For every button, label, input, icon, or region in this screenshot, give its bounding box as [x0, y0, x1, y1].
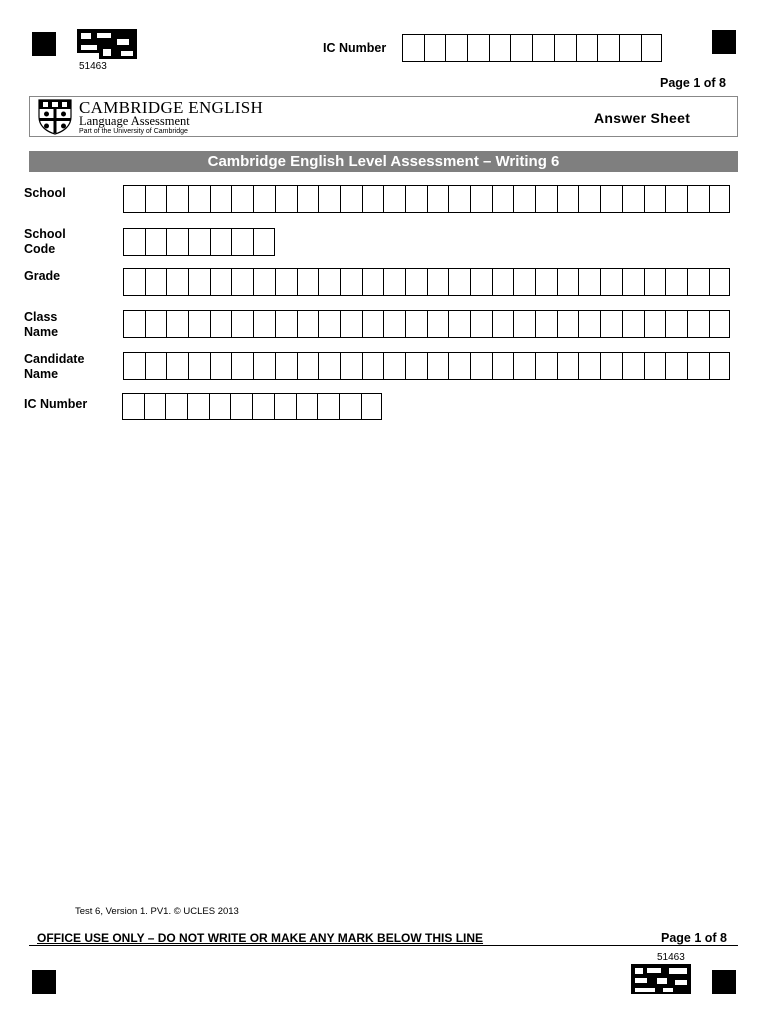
char-box[interactable]: [578, 310, 600, 338]
char-box[interactable]: [597, 34, 619, 62]
char-box[interactable]: [470, 185, 492, 213]
char-box[interactable]: [210, 352, 232, 380]
char-box[interactable]: [340, 352, 362, 380]
char-box[interactable]: [145, 228, 167, 256]
char-box[interactable]: [361, 393, 383, 420]
field-label-school-code: [24, 227, 66, 256]
char-box[interactable]: [687, 268, 709, 296]
char-box[interactable]: [492, 268, 514, 296]
char-box[interactable]: [622, 185, 644, 213]
char-box[interactable]: [275, 185, 297, 213]
char-box[interactable]: [513, 310, 535, 338]
char-box[interactable]: [340, 268, 362, 296]
char-box[interactable]: [557, 310, 579, 338]
char-box[interactable]: [231, 268, 253, 296]
char-box[interactable]: [123, 268, 145, 296]
char-box[interactable]: [340, 185, 362, 213]
char-box[interactable]: [188, 228, 210, 256]
char-box[interactable]: [209, 393, 231, 420]
document-type: Answer Sheet: [594, 110, 691, 126]
char-box[interactable]: [709, 185, 731, 213]
char-box[interactable]: [318, 268, 340, 296]
char-box[interactable]: [123, 352, 145, 380]
field-label-school-code-line1: School: [24, 227, 66, 241]
char-box[interactable]: [554, 34, 576, 62]
char-box[interactable]: [641, 34, 663, 62]
char-box[interactable]: [123, 228, 145, 256]
char-box[interactable]: [340, 310, 362, 338]
code-number-top: 51463: [79, 61, 107, 72]
char-box[interactable]: [231, 185, 253, 213]
ic-number-boxes-top[interactable]: [402, 34, 662, 62]
char-box[interactable]: [535, 268, 557, 296]
char-box[interactable]: [535, 310, 557, 338]
char-box[interactable]: [513, 352, 535, 380]
field-label-candidate-name-line1: Candidate: [24, 352, 85, 366]
char-box[interactable]: [467, 34, 489, 62]
char-box[interactable]: [619, 34, 641, 62]
char-box[interactable]: [644, 185, 666, 213]
char-box[interactable]: [578, 352, 600, 380]
page-indicator-bottom: Page 1 of 8: [661, 931, 727, 945]
char-box[interactable]: [492, 352, 514, 380]
char-box[interactable]: [383, 185, 405, 213]
char-box[interactable]: [448, 352, 470, 380]
char-box[interactable]: [513, 268, 535, 296]
school-boxes[interactable]: [123, 185, 730, 213]
char-box[interactable]: [210, 310, 232, 338]
field-label-school-text: School: [24, 186, 66, 200]
char-box[interactable]: [253, 268, 275, 296]
char-box[interactable]: [405, 352, 427, 380]
char-box[interactable]: [492, 185, 514, 213]
page-title: Cambridge English Level Assessment – Writing 6: [29, 151, 738, 172]
char-box[interactable]: [424, 34, 446, 62]
field-label-class-name: [24, 310, 58, 339]
char-box[interactable]: [427, 185, 449, 213]
version-note: Test 6, Version 1. PV1. © UCLES 2013: [75, 906, 239, 917]
char-box[interactable]: [513, 185, 535, 213]
char-box[interactable]: [187, 393, 209, 420]
grade-boxes[interactable]: [123, 268, 730, 296]
ic-number-label-top: IC Number: [323, 41, 387, 55]
char-box[interactable]: [318, 352, 340, 380]
char-box[interactable]: [600, 310, 622, 338]
char-box[interactable]: [402, 34, 424, 62]
char-box[interactable]: [166, 228, 188, 256]
org-subtitle: Language Assessment: [79, 114, 190, 128]
char-box[interactable]: [427, 352, 449, 380]
char-box[interactable]: [297, 185, 319, 213]
char-box[interactable]: [145, 310, 167, 338]
candidate-name-boxes[interactable]: [123, 352, 730, 380]
char-box[interactable]: [339, 393, 361, 420]
char-box[interactable]: [275, 310, 297, 338]
header-box: [29, 96, 738, 137]
ic-number-boxes[interactable]: [122, 393, 382, 420]
char-box[interactable]: [231, 352, 253, 380]
char-box[interactable]: [600, 268, 622, 296]
char-box[interactable]: [665, 185, 687, 213]
char-box[interactable]: [644, 268, 666, 296]
char-box[interactable]: [532, 34, 554, 62]
char-box[interactable]: [296, 393, 318, 420]
char-box[interactable]: [297, 352, 319, 380]
char-box[interactable]: [362, 352, 384, 380]
char-box[interactable]: [448, 185, 470, 213]
char-box[interactable]: [145, 268, 167, 296]
char-box[interactable]: [210, 185, 232, 213]
char-box[interactable]: [253, 310, 275, 338]
char-box[interactable]: [644, 310, 666, 338]
char-box[interactable]: [145, 185, 167, 213]
char-box[interactable]: [709, 268, 731, 296]
char-box[interactable]: [445, 34, 467, 62]
char-box[interactable]: [535, 352, 557, 380]
field-label-ic-number-text: IC Number: [24, 397, 88, 411]
char-box[interactable]: [405, 185, 427, 213]
char-box[interactable]: [644, 352, 666, 380]
char-box[interactable]: [165, 393, 187, 420]
char-box[interactable]: [535, 185, 557, 213]
field-label-class-name-line1: Class: [24, 310, 58, 324]
char-box[interactable]: [253, 352, 275, 380]
registration-mark-top-right: [712, 30, 736, 54]
char-box[interactable]: [231, 310, 253, 338]
char-box[interactable]: [252, 393, 274, 420]
char-box[interactable]: [557, 268, 579, 296]
char-box[interactable]: [622, 268, 644, 296]
char-box[interactable]: [576, 34, 598, 62]
school-code-boxes[interactable]: [123, 228, 275, 256]
char-box[interactable]: [318, 185, 340, 213]
char-box[interactable]: [709, 352, 731, 380]
char-box[interactable]: [362, 185, 384, 213]
char-box[interactable]: [383, 310, 405, 338]
char-box[interactable]: [578, 185, 600, 213]
char-box[interactable]: [145, 352, 167, 380]
char-box[interactable]: [622, 310, 644, 338]
char-box[interactable]: [557, 352, 579, 380]
cambridge-crest-icon: [38, 99, 72, 135]
char-box[interactable]: [622, 352, 644, 380]
char-box[interactable]: [122, 393, 144, 420]
field-label-grade-text: Grade: [24, 269, 61, 283]
char-box[interactable]: [489, 34, 511, 62]
char-box[interactable]: [188, 268, 210, 296]
char-box[interactable]: [687, 310, 709, 338]
char-box[interactable]: [492, 310, 514, 338]
char-box[interactable]: [362, 268, 384, 296]
char-box[interactable]: [166, 185, 188, 213]
office-use-line: [29, 945, 738, 946]
char-box[interactable]: [470, 268, 492, 296]
char-box[interactable]: [600, 185, 622, 213]
char-box[interactable]: [275, 268, 297, 296]
char-box[interactable]: [687, 185, 709, 213]
char-box[interactable]: [253, 228, 275, 256]
char-box[interactable]: [297, 268, 319, 296]
char-box[interactable]: [665, 268, 687, 296]
char-box[interactable]: [188, 185, 210, 213]
char-box[interactable]: [557, 185, 579, 213]
char-box[interactable]: [448, 268, 470, 296]
char-box[interactable]: [427, 310, 449, 338]
char-box[interactable]: [231, 228, 253, 256]
char-box[interactable]: [510, 34, 532, 62]
char-box[interactable]: [427, 268, 449, 296]
char-box[interactable]: [230, 393, 252, 420]
char-box[interactable]: [362, 310, 384, 338]
char-box[interactable]: [253, 185, 275, 213]
page-indicator-top: Page 1 of 8: [660, 76, 726, 90]
char-box[interactable]: [166, 352, 188, 380]
char-box[interactable]: [665, 352, 687, 380]
char-box[interactable]: [123, 185, 145, 213]
char-box[interactable]: [470, 310, 492, 338]
char-box[interactable]: [405, 268, 427, 296]
char-box[interactable]: [470, 352, 492, 380]
registration-mark-bottom-right: [712, 970, 736, 994]
char-box[interactable]: [687, 352, 709, 380]
field-label-school-code-line2: Code: [24, 241, 56, 256]
barcode-bottom: [631, 964, 691, 994]
field-label-candidate-name: [24, 352, 84, 381]
char-box[interactable]: [709, 310, 731, 338]
char-box[interactable]: [166, 268, 188, 296]
char-box[interactable]: [383, 352, 405, 380]
char-box[interactable]: [166, 310, 188, 338]
char-box[interactable]: [144, 393, 166, 420]
office-use-notice: OFFICE USE ONLY – DO NOT WRITE OR MAKE ANY MARK BELOW THIS LINE: [37, 931, 484, 945]
field-label-school: [24, 186, 66, 201]
char-box[interactable]: [188, 310, 210, 338]
org-name: CAMBRIDGE ENGLISH: [79, 98, 264, 117]
class-name-boxes[interactable]: [123, 310, 730, 338]
char-box[interactable]: [188, 352, 210, 380]
char-box[interactable]: [317, 393, 339, 420]
char-box[interactable]: [274, 393, 296, 420]
field-label-candidate-name-line2: Name: [24, 366, 59, 381]
char-box[interactable]: [210, 228, 232, 256]
char-box[interactable]: [600, 352, 622, 380]
char-box[interactable]: [665, 310, 687, 338]
char-box[interactable]: [383, 268, 405, 296]
char-box[interactable]: [275, 352, 297, 380]
char-box[interactable]: [210, 268, 232, 296]
char-box[interactable]: [405, 310, 427, 338]
registration-mark-bottom-left: [32, 970, 56, 994]
char-box[interactable]: [578, 268, 600, 296]
char-box[interactable]: [448, 310, 470, 338]
code-number-bottom: 51463: [657, 952, 685, 963]
registration-mark-top-left: [32, 32, 56, 56]
field-label-ic-number: [24, 397, 87, 412]
barcode-top: [77, 29, 137, 59]
char-box[interactable]: [123, 310, 145, 338]
field-label-grade: [24, 269, 60, 284]
org-tagline: Part of the University of Cambridge: [79, 128, 188, 135]
char-box[interactable]: [297, 310, 319, 338]
field-label-class-name-line2: Name: [24, 324, 59, 339]
char-box[interactable]: [318, 310, 340, 338]
